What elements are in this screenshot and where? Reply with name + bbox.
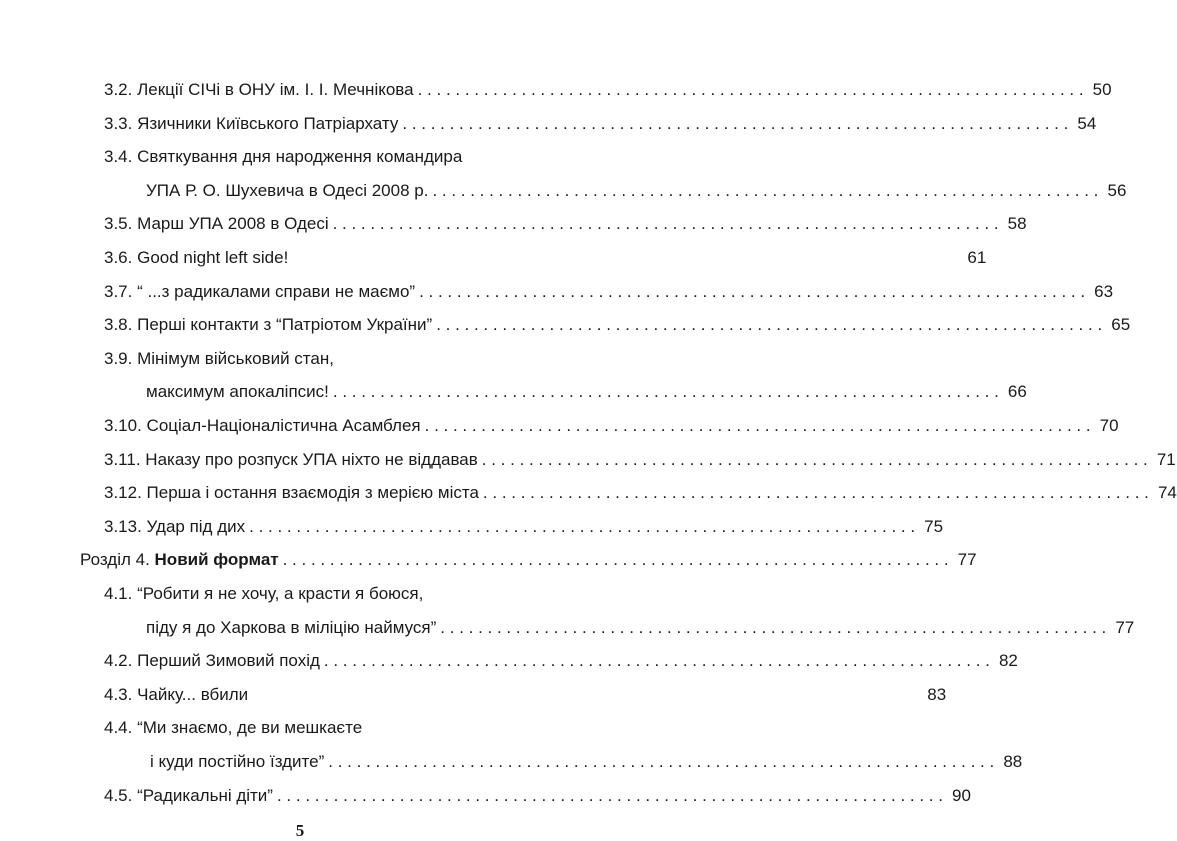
toc-entry-4-2 <box>104 649 1018 673</box>
toc-entry-3-6 <box>104 246 987 270</box>
entry-page: 70 <box>1099 416 1119 435</box>
entry-title: Перші контакти з “Патріотом України” <box>137 315 433 335</box>
dot-leader <box>328 750 994 774</box>
toc-entry-4-1 <box>104 582 464 606</box>
entry-title: Good night left side! <box>137 248 289 267</box>
entry-page: 71 <box>1156 449 1176 469</box>
dot-leader <box>482 448 1148 472</box>
dot-leader <box>283 548 949 572</box>
toc-entry-4-4-cont <box>150 750 1023 774</box>
section-title-text: Новий формат <box>154 550 279 570</box>
entry-title: “ ...з радикалами справи не маємо” <box>137 281 416 301</box>
dot-leader <box>333 380 999 404</box>
toc-section-4 <box>80 548 977 572</box>
entry-page: 65 <box>1111 315 1131 335</box>
entry-title: “Радикальні діти” <box>137 785 273 805</box>
entry-title: Чайку... вбили <box>137 684 249 704</box>
entry-title: Соціал-Націоналістична Асамблея <box>146 416 421 435</box>
entry-page: 54 <box>1077 113 1097 133</box>
toc-entry-3-9 <box>104 347 464 371</box>
entry-number: 4.2. <box>104 651 133 671</box>
entry-page: 74 <box>1157 483 1177 503</box>
page-number: 5 <box>295 821 305 841</box>
entry-page: 56 <box>1107 180 1127 200</box>
toc-entry-3-9-cont <box>146 380 1027 404</box>
entry-number: 3.3. <box>104 113 133 133</box>
toc-entry-3-3 <box>104 112 1097 136</box>
entry-number: 3.6. <box>104 248 133 267</box>
section-title <box>155 548 279 572</box>
toc-entry-3-4-cont <box>146 179 1127 203</box>
entry-page: 82 <box>998 651 1018 671</box>
entry-page: 90 <box>952 785 971 805</box>
toc-entry-3-11 <box>104 448 1176 472</box>
entry-title: Язичники Київського Патріархату <box>137 113 399 133</box>
entry-title-continuation: максимум апокаліпсис! <box>146 382 329 402</box>
dot-leader <box>249 515 915 539</box>
dot-leader <box>419 280 1085 304</box>
entry-number: 3.2. <box>104 80 133 99</box>
entry-number: 3.12. <box>104 483 142 503</box>
entry-title: Лекції СІЧі в ОНУ ім. І. І. Мечнікова <box>137 80 414 99</box>
entry-page: 58 <box>1007 214 1027 234</box>
toc-entry-3-2 <box>104 78 1112 102</box>
toc-entry-4-1-cont <box>146 616 1135 640</box>
entry-title: Перша і остання взаємодія з мерією міста <box>146 483 479 503</box>
dot-leader <box>402 112 1068 136</box>
dot-leader <box>277 784 943 808</box>
toc-entry-3-7 <box>104 280 1114 304</box>
entry-page: 75 <box>924 516 944 536</box>
entry-page: 88 <box>1003 752 1023 771</box>
entry-title: Марш УПА 2008 в Одесі <box>137 214 329 234</box>
entry-title-continuation: піду я до Харкова в міліцію наймуся” <box>146 617 437 637</box>
entry-number: 3.8. <box>104 315 133 335</box>
toc-entry-3-13 <box>104 515 944 539</box>
toc-entry-3-12 <box>104 481 1177 505</box>
toc-entry-3-5 <box>104 212 1027 236</box>
section-page: 77 <box>957 550 977 570</box>
entry-page: 61 <box>967 248 987 267</box>
toc-entry-4-4 <box>104 716 464 740</box>
dot-leader <box>324 649 990 673</box>
section-prefix: Розділ 4. <box>80 550 150 570</box>
dot-leader <box>436 313 1102 337</box>
entry-title: Святкування дня народження командира <box>137 147 463 167</box>
entry-page: 66 <box>1007 382 1027 402</box>
toc-entry-3-10 <box>104 414 1119 438</box>
entry-title: Удар під дих <box>146 516 246 536</box>
entry-title-continuation: УПА Р. О. Шухевича в Одесі 2008 р. <box>146 180 429 200</box>
dot-leader <box>432 179 1098 203</box>
entry-number: 3.4. <box>104 147 133 167</box>
entry-page: 77 <box>1115 617 1135 637</box>
toc-entry-4-5 <box>104 784 971 808</box>
toc-entry-3-8 <box>104 313 1131 337</box>
toc-entry-3-4 <box>104 145 464 169</box>
entry-number: 3.13. <box>104 516 142 536</box>
entry-page: 63 <box>1094 281 1114 301</box>
entry-title: “Ми знаємо, де ви мешкаєте <box>137 718 363 738</box>
entry-number: 4.1. <box>104 584 133 603</box>
toc-entry-4-3 <box>104 683 947 707</box>
entry-title: Наказу про розпуск УПА ніхто не віддавав <box>145 449 478 469</box>
entry-number: 3.11. <box>104 449 141 469</box>
entry-number: 4.4. <box>104 718 133 738</box>
dot-leader <box>425 414 1091 438</box>
entry-number: 3.7. <box>104 281 133 301</box>
entry-title: Перший Зимовий похід <box>137 651 320 671</box>
dot-leader <box>333 212 999 236</box>
entry-number: 4.5. <box>104 785 133 805</box>
dot-leader <box>418 78 1084 102</box>
dot-leader <box>440 616 1106 640</box>
entry-page: 83 <box>927 684 947 704</box>
entry-number: 4.3. <box>104 684 133 704</box>
entry-title: “Робити я не хочу, а красти я боюся, <box>137 584 424 603</box>
entry-title-continuation: і куди постійно їздите” <box>150 752 325 771</box>
entry-page: 50 <box>1092 80 1112 99</box>
entry-title: Мінімум військовий стан, <box>137 348 334 368</box>
entry-number: 3.10. <box>104 416 142 435</box>
dot-leader <box>483 481 1149 505</box>
entry-number: 3.5. <box>104 214 133 234</box>
entry-number: 3.9. <box>104 348 133 368</box>
